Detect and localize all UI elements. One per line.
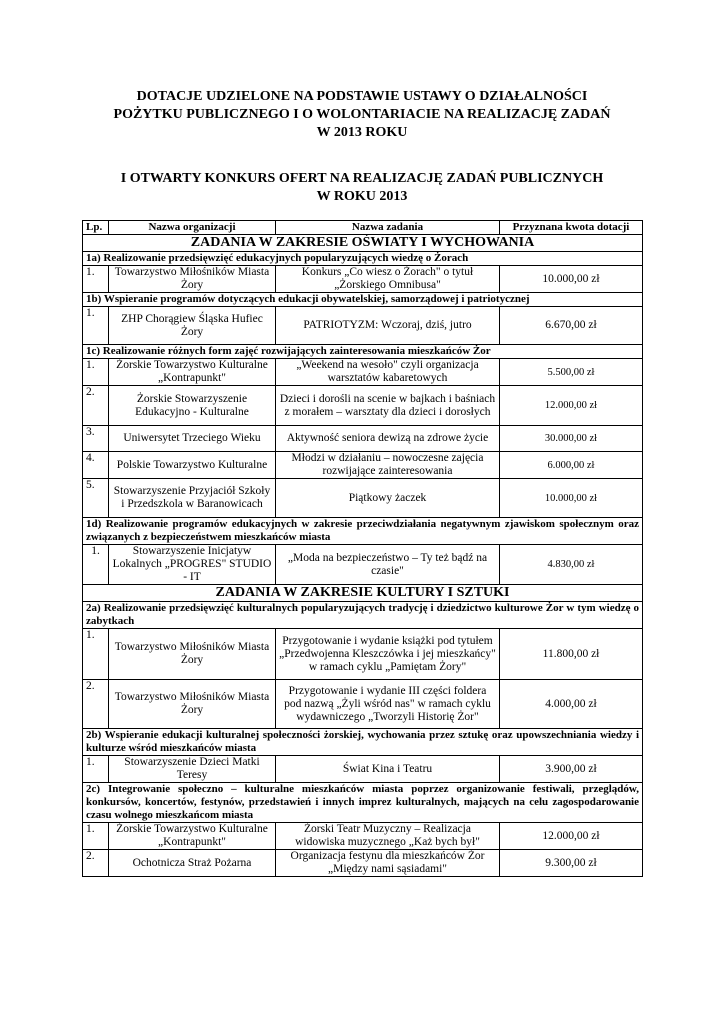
subsection-row [83,518,643,545]
table-row [83,359,643,386]
header-task: Nazwa zadania [276,221,500,235]
row-org: Towarzystwo Miłośników Miasta Żory [109,266,276,293]
header-lp: Lp. [83,221,109,235]
row-org: Stowarzyszenie Inicjatyw Lokalnych „PROGRES" STUDIO - IT [109,545,276,585]
subsection-title: 1d) Realizowanie programów edukacyjnych w zakresie przeciwdziałania negatywnym zjawiskom społecznym oraz związanych z bezpieczeństwem mieszkańców miasta [83,518,643,545]
row-amount: 10.000,00 zł [500,266,643,293]
table-row [83,452,643,479]
row-org: Stowarzyszenie Dzieci Matki Teresy [109,756,276,783]
subsection-title: 2a) Realizowanie przedsięwzięć kulturalnych popularyzujących tradycję i dziedzictwo kulturowe Żor w tym wiedzę o zabytkach [83,602,643,629]
subsection-title: 1a) Realizowanie przedsięwzięć edukacyjnych popularyzujących wiedzę o Żorach [83,252,643,266]
table-row [83,545,643,585]
row-amount: 6.000,00 zł [500,452,643,479]
row-lp: 5. [83,479,109,518]
section-title: ZADANIA W ZAKRESIE KULTURY I SZTUKI [83,585,643,602]
title-line: DOTACJE UDZIELONE NA PODSTAWIE USTAWY O DZIAŁALNOŚCI [136,89,588,104]
row-task: Organizacja festynu dla mieszkańców Żor „Między nami sąsiadami" [276,850,500,877]
row-task: Piątkowy żaczek [276,479,500,518]
row-task: Młodzi w działaniu – nowoczesne zajęcia rozwijające zainteresowania [276,452,500,479]
table-row [83,307,643,345]
row-org: Żorskie Towarzystwo Kulturalne „Kontrapunkt" [109,823,276,850]
title-line: POŻYTKU PUBLICZNEGO I O WOLONTARIACIE NA REALIZACJĘ ZADAŃ [113,107,611,122]
table-row [83,850,643,877]
row-org: Ochotnicza Straż Pożarna [109,850,276,877]
document-subtitle [80,170,644,206]
row-org: Towarzystwo Miłośników Miasta Żory [109,629,276,680]
section-title: ZADANIA W ZAKRESIE OŚWIATY I WYCHOWANIA [83,235,643,252]
row-task: Przygotowanie i wydanie III części foldera pod nazwą „Żyli wśród nas" w ramach cyklu wydawniczego „Tworzyli Historię Żor" [276,680,500,729]
row-org: Towarzystwo Miłośników Miasta Żory [109,680,276,729]
row-lp: 2. [83,850,109,877]
row-org: ZHP Chorągiew Śląska Hufiec Żory [109,307,276,345]
row-lp: 1. [83,359,109,386]
subsection-title: 2b) Wspieranie edukacji kulturalnej społeczności żorskiej, wychowania przez sztukę oraz upowszechniania wiedzy i kulturze wśród mieszkańców miasta [83,729,643,756]
subsection-title: 1c) Realizowanie różnych form zajęć rozwijających zainteresowania mieszkańców Żor [83,345,643,359]
subsection-row [83,345,643,359]
table-row [83,386,643,426]
row-amount: 12.000,00 zł [500,823,643,850]
subtitle-line: W ROKU 2013 [316,189,408,204]
row-task: Aktywność seniora dewizą na zdrowe życie [276,426,500,452]
row-lp: 2. [83,680,109,729]
table-row [83,266,643,293]
subsection-row [83,783,643,823]
row-task: „Weekend na wesoło" czyli organizacja warsztatów kabaretowych [276,359,500,386]
row-task: PATRIOTYZM: Wczoraj, dziś, jutro [276,307,500,345]
row-amount: 4.830,00 zł [500,545,643,585]
row-lp: 1. [83,629,109,680]
row-amount: 12.000,00 zł [500,386,643,426]
row-amount: 9.300,00 zł [500,850,643,877]
section-row [83,585,643,602]
row-amount: 10.000,00 zł [500,479,643,518]
section-row [83,235,643,252]
row-lp: 4. [83,452,109,479]
row-org: Polskie Towarzystwo Kulturalne [109,452,276,479]
row-org: Uniwersytet Trzeciego Wieku [109,426,276,452]
row-amount: 6.670,00 zł [500,307,643,345]
row-lp: 1. [83,266,109,293]
row-amount: 4.000,00 zł [500,680,643,729]
table-row [83,479,643,518]
document-title [80,88,644,142]
row-task: Dzieci i dorośli na scenie w bajkach i baśniach z morałem – warsztaty dla dzieci i dorosłych [276,386,500,426]
row-task: „Moda na bezpieczeństwo – Ty też bądź na czasie" [276,545,500,585]
row-lp: 1. [83,823,109,850]
row-lp: 1. [83,545,109,585]
subsection-row [83,252,643,266]
row-org: Żorskie Stowarzyszenie Edukacyjno - Kulturalne [109,386,276,426]
row-amount: 5.500,00 zł [500,359,643,386]
row-lp: 2. [83,386,109,426]
subsection-row [83,729,643,756]
row-task: Żorski Teatr Muzyczny – Realizacja widowiska muzycznego „Każ bych był" [276,823,500,850]
row-amount: 3.900,00 zł [500,756,643,783]
subsection-row [83,293,643,307]
table-row [83,823,643,850]
row-task: Przygotowanie i wydanie książki pod tytułem „Przedwojenna Kleszczówka i jej mieszkańcy" w ramach cyklu „Pamiętam Żory" [276,629,500,680]
subsection-title: 1b) Wspieranie programów dotyczących edukacji obywatelskiej, samorządowej i patriotycznej [83,293,643,307]
table-row [83,756,643,783]
title-line: W 2013 ROKU [316,125,408,140]
header-row [83,221,643,235]
row-task: Świat Kina i Teatru [276,756,500,783]
row-lp: 1. [83,756,109,783]
row-amount: 30.000,00 zł [500,426,643,452]
row-amount: 11.800,00 zł [500,629,643,680]
header-amount: Przyznana kwota dotacji [500,221,643,235]
table-row [83,629,643,680]
row-lp: 1. [83,307,109,345]
table-row [83,426,643,452]
row-lp: 3. [83,426,109,452]
table-row [83,680,643,729]
row-task: Konkurs „Co wiesz o Żorach" o tytuł „Żorskiego Omnibusa" [276,266,500,293]
header-org: Nazwa organizacji [109,221,276,235]
grants-table [82,220,643,877]
row-org: Żorskie Towarzystwo Kulturalne „Kontrapunkt" [109,359,276,386]
subtitle-line: I OTWARTY KONKURS OFERT NA REALIZACJĘ ZADAŃ PUBLICZNYCH [120,171,604,186]
row-org: Stowarzyszenie Przyjaciół Szkoły i Przedszkola w Baranowicach [109,479,276,518]
subsection-title: 2c) Integrowanie społeczno – kulturalne mieszkańców miasta poprzez organizowanie festiwali, przeglądów, konkursów, koncertów, festynów, przedstawień i innych imprez kulturalnych, mających na celu zagospodarowanie czasu wolnego mieszkańcom miasta [83,783,643,823]
subsection-row [83,602,643,629]
